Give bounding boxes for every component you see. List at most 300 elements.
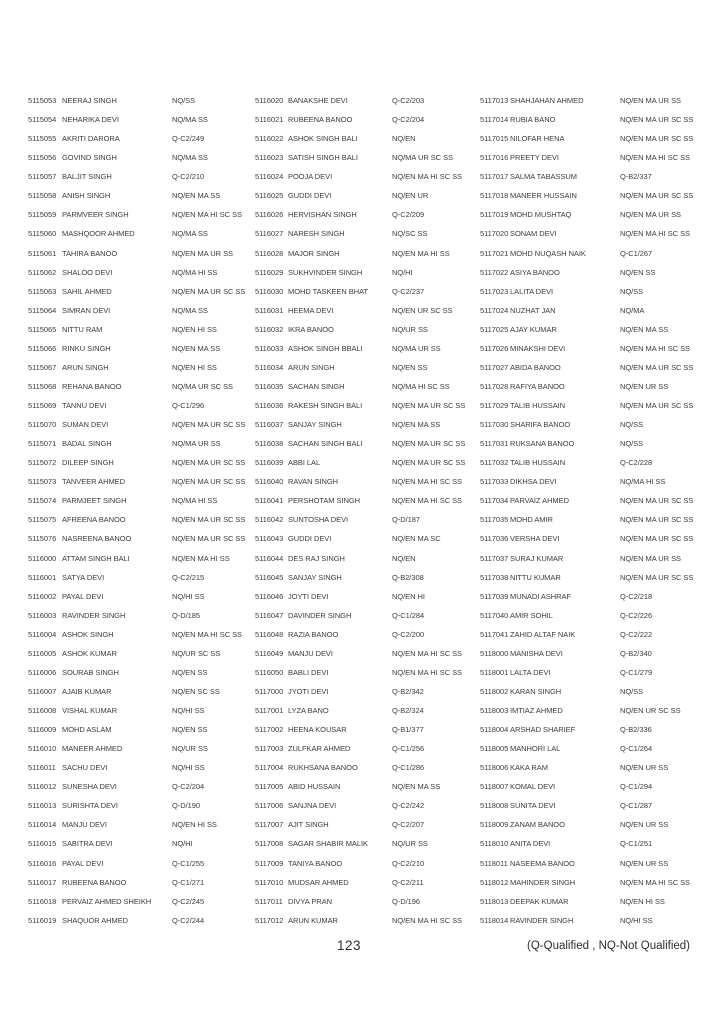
result-code: Q-C2/244: [172, 915, 205, 925]
table-row: [480, 627, 693, 646]
result-code: NQ/EN MA UR SC SS: [172, 515, 246, 525]
result-code: NQ/EN UR: [392, 191, 429, 201]
roll-number: 5116045: [255, 572, 284, 582]
table-row: [480, 836, 693, 855]
roll-number: 5117012: [255, 915, 284, 925]
roll-number: 5117019: [480, 210, 509, 220]
candidate-name: ASHOK SINGH BALI: [288, 134, 358, 144]
candidate-name: MINAKSHI DEVI: [510, 343, 566, 353]
roll-number: 5115071: [28, 439, 57, 449]
result-code: NQ/EN MA UR SC SS: [620, 115, 694, 125]
candidate-name: TAHIRA BANOO: [62, 248, 118, 258]
result-code: Q-C2/222: [620, 629, 653, 639]
roll-number: 5116040: [255, 477, 284, 487]
roll-number: 5117004: [255, 763, 284, 773]
candidate-name: MANEER HUSSAIN: [510, 191, 577, 201]
roll-number: 5116007: [28, 686, 57, 696]
roll-number: 5117035: [480, 515, 509, 525]
table-row: [480, 741, 693, 760]
candidate-name: MUDSAR AHMED: [288, 877, 349, 887]
candidate-name: MANJU DEVI: [62, 820, 107, 830]
candidate-name: ASHOK SINGH: [62, 629, 114, 639]
candidate-name: RUBEENA BANOO: [288, 115, 353, 125]
result-code: Q-C1/284: [392, 610, 425, 620]
table-row: [28, 798, 245, 817]
candidate-name: MAJOR SINGH: [288, 248, 340, 258]
result-list-column-3: [480, 93, 693, 932]
candidate-name: KAKA RAM: [510, 763, 548, 773]
candidate-name: SHAQUOR AHMED: [62, 915, 129, 925]
result-code: NQ/EN MA UR SC SS: [392, 458, 466, 468]
candidate-name: ATTAM SINGH BALI: [62, 553, 130, 563]
table-row: [255, 436, 465, 455]
table-row: [255, 131, 465, 150]
roll-number: 5116011: [28, 763, 56, 773]
result-code: Q-C2/226: [620, 610, 653, 620]
table-row: [28, 856, 245, 875]
roll-number: 5117001: [255, 706, 284, 715]
result-code: NQ/EN MA HI SC SS: [392, 648, 462, 658]
result-code: NQ/MA UR SS: [172, 439, 221, 449]
candidate-name: DEEPAK KUMAR: [510, 896, 569, 906]
roll-number: 5115073: [28, 477, 57, 487]
candidate-name: SONAM DEVI: [510, 229, 557, 239]
result-code: NQ/MA UR SS: [392, 343, 441, 353]
candidate-name: POOJA DEVI: [288, 172, 333, 182]
roll-number: 5117036: [480, 534, 509, 544]
result-code: NQ/MA HI SC SS: [392, 381, 450, 391]
result-code: NQ/MA SS: [172, 305, 208, 315]
candidate-name: MANEER AHMED: [62, 744, 123, 754]
candidate-name: PAYAL DEVI: [62, 591, 104, 601]
candidate-name: SUMAN DEVI: [62, 420, 109, 430]
table-row: [255, 341, 465, 360]
result-code: NQ/EN MA SS: [392, 782, 441, 792]
candidate-name: BADAL SINGH: [62, 439, 112, 449]
table-row: [480, 169, 693, 188]
table-row: [28, 608, 245, 627]
table-row: [480, 798, 693, 817]
roll-number: 5116006: [28, 667, 57, 677]
roll-number: 5116022: [255, 134, 284, 144]
candidate-name: SAGAR SHABIR MALIK: [288, 839, 368, 849]
result-code: NQ/EN MA HI SC SS: [392, 477, 462, 487]
candidate-name: DIVYA PRAN: [288, 896, 332, 906]
table-row: [255, 894, 465, 913]
roll-number: 5117022: [480, 267, 509, 277]
result-code: NQ/EN MA UR SC SS: [172, 420, 246, 430]
result-code: NQ/EN MA UR SC SS: [620, 572, 694, 582]
result-code: Q-B2/340: [620, 648, 652, 658]
table-row: [28, 875, 245, 894]
roll-number: 5116046: [255, 591, 284, 601]
roll-number: 5117026: [480, 343, 509, 353]
candidate-name: ARUN KUMAR: [288, 915, 338, 925]
candidate-name: NILOFAR HENA: [510, 134, 565, 144]
table-row: [28, 493, 245, 512]
roll-number: 5117013: [480, 96, 509, 105]
roll-number: 5116034: [255, 362, 284, 372]
roll-number: 5118009: [480, 820, 509, 830]
result-code: Q-C1/271: [172, 877, 205, 887]
roll-number: 5116036: [255, 401, 284, 410]
result-code: NQ/EN MA UR SC SS: [172, 534, 246, 544]
candidate-name: MOHD TASKEEN BHAT: [288, 286, 368, 296]
qualification-legend: (Q-Qualified , NQ-Not Qualified): [527, 940, 690, 952]
table-row: [28, 913, 245, 932]
result-code: NQ/MA UR SC SS: [392, 153, 453, 163]
result-code: Q-B2/337: [620, 172, 652, 182]
result-code: NQ/EN MA UR SC SS: [392, 439, 466, 449]
candidate-name: SACHAN SINGH BALI: [288, 439, 363, 449]
candidate-name: AJIT SINGH: [288, 820, 329, 830]
roll-number: 5116044: [255, 553, 284, 563]
table-row: [255, 93, 465, 112]
candidate-name: SIMRAN DEVI: [62, 305, 111, 315]
roll-number: 5117015: [480, 134, 509, 144]
result-code: NQ/EN SS: [620, 267, 656, 277]
candidate-name: GUDDI DEVI: [288, 191, 332, 201]
table-row: [480, 436, 693, 455]
table-row: [255, 303, 465, 322]
table-row: [28, 207, 245, 226]
result-code: Q-C2/242: [392, 801, 425, 811]
result-code: Q-C2/209: [392, 210, 425, 220]
candidate-name: JYOTI DEVI: [288, 686, 329, 696]
roll-number: 5116015: [28, 839, 57, 849]
table-row: [255, 913, 465, 932]
roll-number: 5118002: [480, 686, 509, 696]
result-code: NQ/EN HI SS: [620, 896, 665, 906]
candidate-name: SUNESHA DEVI: [62, 782, 117, 792]
candidate-name: ZULFKAR AHMED: [288, 744, 351, 754]
result-code: NQ/EN UR SS: [620, 381, 669, 391]
candidate-name: VISHAL KUMAR: [62, 706, 117, 715]
result-code: Q-C2/215: [172, 572, 205, 582]
candidate-name: NEHARIKA DEVI: [62, 115, 119, 125]
table-row: [480, 703, 693, 722]
roll-number: 5116026: [255, 210, 284, 220]
result-code: Q-B1/377: [392, 725, 424, 735]
candidate-name: MOHD MUSHTAQ: [510, 210, 572, 220]
result-code: Q-B2/336: [620, 725, 652, 735]
result-code: NQ/EN MA UR SC SS: [620, 401, 694, 410]
result-code: NQ/EN MA UR SC SS: [172, 286, 246, 296]
result-code: NQ/EN UR SC SS: [620, 706, 681, 715]
roll-number: 5115055: [28, 134, 57, 144]
table-row: [255, 722, 465, 741]
candidate-name: HERVISHAN SINGH: [288, 210, 357, 220]
candidate-name: SUNTOSHA DEVI: [288, 515, 349, 525]
roll-number: 5117037: [480, 553, 509, 563]
table-row: [28, 817, 245, 836]
candidate-name: ABID HUSSAIN: [288, 782, 341, 792]
roll-number: 5117010: [255, 877, 284, 887]
table-row: [480, 379, 693, 398]
roll-number: 5118010: [480, 839, 509, 849]
roll-number: 5117024: [480, 305, 509, 315]
result-code: NQ/EN MA HI SC SS: [392, 496, 462, 506]
candidate-name: PARMVEER SINGH: [62, 210, 129, 220]
roll-number: 5116024: [255, 172, 284, 182]
table-row: [480, 322, 693, 341]
result-code: NQ/EN MA UR SC SS: [172, 458, 246, 468]
result-code: NQ/EN MA HI SS: [172, 553, 230, 563]
roll-number: 5116021: [255, 115, 284, 125]
candidate-name: AJAY KUMAR: [510, 324, 557, 334]
candidate-name: ABIDA BANOO: [510, 362, 561, 372]
candidate-name: SANJAY SINGH: [288, 572, 342, 582]
roll-number: 5116047: [255, 610, 284, 620]
candidate-name: SACHU DEVI: [62, 763, 108, 773]
table-row: [28, 760, 245, 779]
roll-number: 5116050: [255, 667, 284, 677]
roll-number: 5117031: [480, 439, 509, 449]
result-code: NQ/SS: [172, 96, 196, 105]
roll-number: 5115066: [28, 343, 57, 353]
table-row: [480, 417, 693, 436]
table-row: [28, 474, 245, 493]
table-row: [28, 703, 245, 722]
result-code: NQ/EN UR SS: [620, 763, 669, 773]
candidate-name: SOURAB SINGH: [62, 667, 119, 677]
roll-number: 5116031: [255, 305, 284, 315]
roll-number: 5116005: [28, 648, 57, 658]
candidate-name: SUKHVINDER SINGH: [288, 267, 363, 277]
result-list-column-2: [255, 93, 465, 932]
roll-number: 5116049: [255, 648, 284, 658]
candidate-name: ANITA DEVI: [510, 839, 551, 849]
result-code: NQ/EN MA UR SC SS: [620, 191, 694, 201]
result-code: NQ/EN SS: [172, 667, 208, 677]
table-row: [255, 836, 465, 855]
result-code: Q-C1/296: [172, 401, 205, 410]
table-row: [480, 303, 693, 322]
result-code: NQ/SS: [620, 286, 644, 296]
candidate-name: KARAN SINGH: [510, 686, 562, 696]
roll-number: 5118012: [480, 877, 509, 887]
candidate-name: NITTU KUMAR: [510, 572, 561, 582]
roll-number: 5118000: [480, 648, 509, 658]
candidate-name: RAFIYA BANOO: [510, 381, 565, 391]
roll-number: 5118005: [480, 744, 509, 754]
table-row: [255, 551, 465, 570]
result-code: Q-D/185: [172, 610, 200, 620]
candidate-name: ARSHAD SHARIEF: [510, 725, 576, 735]
table-row: [255, 265, 465, 284]
result-code: NQ/EN MA HI SC SS: [620, 153, 690, 163]
roll-number: 5116017: [28, 877, 57, 887]
table-row: [255, 665, 465, 684]
candidate-name: MUNADI ASHRAF: [510, 591, 572, 601]
table-row: [480, 684, 693, 703]
result-code: Q-D/190: [172, 801, 200, 811]
result-code: NQ/HI: [172, 839, 193, 849]
roll-number: 5117033: [480, 477, 509, 487]
result-code: Q-D/196: [392, 896, 420, 906]
roll-number: 5118001: [480, 667, 509, 677]
table-row: [480, 760, 693, 779]
candidate-name: MASHQOOR AHMED: [62, 229, 135, 239]
roll-number: 5115075: [28, 515, 57, 525]
roll-number: 5118006: [480, 763, 509, 773]
candidate-name: GOVIND SINGH: [62, 153, 117, 163]
result-code: NQ/EN MA UR SC SS: [392, 401, 466, 410]
roll-number: 5116008: [28, 706, 57, 715]
table-row: [480, 817, 693, 836]
table-row: [255, 627, 465, 646]
table-row: [480, 646, 693, 665]
candidate-name: PREETY DEVI: [510, 153, 559, 163]
roll-number: 5116035: [255, 381, 284, 391]
table-row: [28, 265, 245, 284]
roll-number: 5116002: [28, 591, 57, 601]
candidate-name: ASIYA BANOO: [510, 267, 560, 277]
table-row: [255, 760, 465, 779]
roll-number: 5116019: [28, 915, 57, 925]
candidate-name: LYZA BANO: [288, 706, 329, 715]
result-code: Q-B2/324: [392, 706, 424, 715]
roll-number: 5115056: [28, 153, 57, 163]
roll-number: 5115062: [28, 267, 57, 277]
candidate-name: JOYTI DEVI: [288, 591, 329, 601]
result-code: NQ/MA: [620, 305, 645, 315]
roll-number: 5117020: [480, 229, 509, 239]
roll-number: 5116042: [255, 515, 284, 525]
table-row: [28, 131, 245, 150]
candidate-name: SANJNA DEVI: [288, 801, 337, 811]
table-row: [255, 531, 465, 550]
roll-number: 5116013: [28, 801, 57, 811]
result-list-column-1: [28, 93, 245, 932]
candidate-name: ASHOK SINGH BBALI: [288, 343, 363, 353]
roll-number: 5117016: [480, 153, 509, 163]
result-code: Q-C2/204: [172, 782, 205, 792]
roll-number: 5116027: [255, 229, 284, 239]
table-row: [480, 265, 693, 284]
table-row: [255, 589, 465, 608]
candidate-name: AFREENA BANOO: [62, 515, 126, 525]
roll-number: 5116041: [255, 496, 284, 506]
candidate-name: TANIYA BANOO: [288, 858, 343, 868]
result-code: NQ/MA HI SS: [172, 267, 218, 277]
result-code: NQ/MA SS: [172, 229, 208, 239]
result-code: NQ/EN MA SC: [392, 534, 441, 544]
roll-number: 5118004: [480, 725, 509, 735]
roll-number: 5118014: [480, 915, 509, 925]
result-code: Q-C1/294: [620, 782, 653, 792]
result-code: NQ/UR SS: [392, 324, 428, 334]
result-code: NQ/EN MA UR SC SS: [620, 534, 694, 544]
candidate-name: NUZHAT JAN: [510, 305, 556, 315]
result-code: Q-C1/267: [620, 248, 653, 258]
roll-number: 5117034: [480, 496, 509, 506]
candidate-name: BANAKSHE DEVI: [288, 96, 348, 105]
roll-number: 5117014: [480, 115, 509, 125]
roll-number: 5116014: [28, 820, 57, 830]
roll-number: 5115067: [28, 362, 57, 372]
result-code: NQ/EN MA UR SS: [620, 553, 681, 563]
candidate-name: RINKU SINGH: [62, 343, 111, 353]
result-code: NQ/SS: [620, 439, 644, 449]
roll-number: 5116023: [255, 153, 284, 163]
roll-number: 5118008: [480, 801, 509, 811]
candidate-name: DILEEP SINGH: [62, 458, 114, 468]
table-row: [28, 226, 245, 245]
candidate-name: ARUN SINGH: [62, 362, 109, 372]
table-row: [28, 551, 245, 570]
candidate-name: ASHOK KUMAR: [62, 648, 117, 658]
candidate-name: SURISHTA DEVI: [62, 801, 118, 811]
roll-number: 5117028: [480, 381, 509, 391]
table-row: [28, 570, 245, 589]
table-row: [28, 627, 245, 646]
candidate-name: SABITRA DEVI: [62, 839, 113, 849]
roll-number: 5117032: [480, 458, 509, 468]
candidate-name: SACHAN SINGH: [288, 381, 345, 391]
candidate-name: REHANA BANOO: [62, 381, 122, 391]
result-code: NQ/EN MA UR SC SS: [620, 496, 694, 506]
roll-number: 5117018: [480, 191, 509, 201]
candidate-name: TALIB HUSSAIN: [510, 401, 566, 410]
result-code: NQ/EN UR SS: [620, 858, 669, 868]
roll-number: 5116032: [255, 324, 284, 334]
roll-number: 5116043: [255, 534, 284, 544]
candidate-name: ABBI LAL: [288, 458, 321, 468]
result-code: NQ/HI SS: [172, 763, 205, 773]
table-row: [480, 856, 693, 875]
roll-number: 5115053: [28, 96, 57, 105]
candidate-name: PERVAIZ AHMED SHEIKH: [62, 896, 152, 906]
result-code: NQ/EN MA HI SS: [392, 248, 450, 258]
table-row: [480, 398, 693, 417]
table-row: [255, 875, 465, 894]
table-row: [255, 188, 465, 207]
candidate-name: GUDDI DEVI: [288, 534, 332, 544]
candidate-name: IKRA BANOO: [288, 324, 334, 334]
result-code: NQ/SC SS: [392, 229, 428, 239]
result-code: NQ/HI SS: [172, 591, 205, 601]
table-row: [255, 798, 465, 817]
roll-number: 5115061: [28, 248, 57, 258]
result-code: Q-C1/251: [620, 839, 653, 849]
result-code: NQ/UR SC SS: [172, 648, 221, 658]
result-code: Q-C2/207: [392, 820, 425, 830]
result-code: NQ/EN MA UR SS: [620, 96, 681, 105]
table-row: [28, 665, 245, 684]
result-code: Q-B2/308: [392, 572, 424, 582]
result-code: NQ/EN MA SS: [620, 324, 669, 334]
table-row: [480, 551, 693, 570]
result-code: Q-C2/218: [620, 591, 653, 601]
table-row: [28, 93, 245, 112]
table-row: [480, 913, 693, 932]
roll-number: 5117038: [480, 572, 509, 582]
table-row: [480, 284, 693, 303]
result-code: Q-C2/200: [392, 629, 425, 639]
table-row: [480, 455, 693, 474]
result-code: NQ/EN MA HI SC SS: [172, 629, 242, 639]
result-code: NQ/EN MA HI SC SS: [392, 667, 462, 677]
result-code: NQ/UR SS: [392, 839, 428, 849]
result-code: NQ/EN MA UR SC SS: [620, 515, 694, 525]
table-row: [255, 779, 465, 798]
roll-number: 5116025: [255, 191, 284, 201]
roll-number: 5115058: [28, 191, 57, 201]
candidate-name: RUBIA BANO: [510, 115, 556, 125]
roll-number: 5117023: [480, 286, 509, 296]
table-row: [28, 341, 245, 360]
